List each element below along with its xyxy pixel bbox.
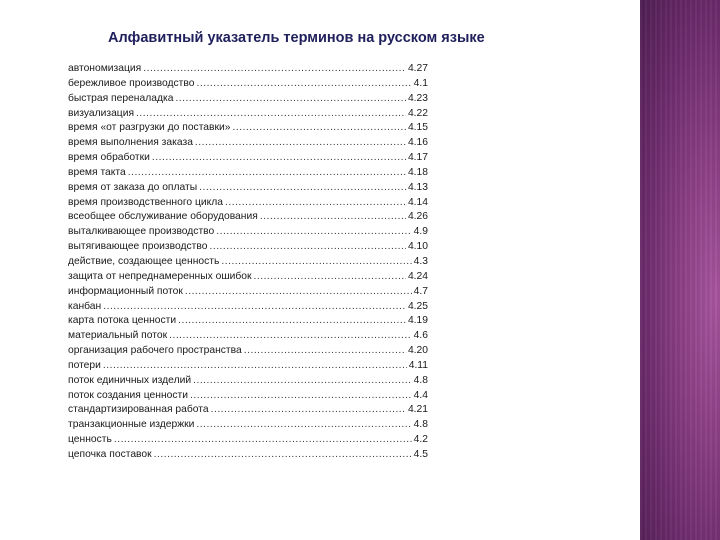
- dot-leader: [185, 285, 412, 300]
- index-reference: 4.15: [407, 122, 428, 134]
- dot-leader: [152, 151, 406, 166]
- index-term: карта потока ценности: [68, 315, 177, 327]
- index-entry: [68, 255, 428, 270]
- index-reference: 4.13: [407, 181, 428, 193]
- index-entry: [68, 285, 428, 300]
- index-term: время производственного цикла: [68, 196, 223, 208]
- index-entry: [68, 359, 428, 374]
- dot-leader: [143, 62, 406, 77]
- index-term: вытягивающее производство: [68, 241, 208, 253]
- index-term: организация рабочего пространства: [68, 345, 242, 357]
- index-term: визуализация: [68, 107, 135, 119]
- index-term: время от заказа до оплаты: [68, 181, 198, 193]
- index-term: время обработки: [68, 152, 150, 164]
- index-term: выталкивающее производство: [68, 226, 215, 238]
- index-reference: 4.22: [407, 107, 428, 119]
- index-reference: 4.5: [413, 448, 428, 460]
- dot-leader: [175, 92, 406, 107]
- index-entry: [68, 448, 428, 463]
- index-term: защита от непреднамеренных ошибок: [68, 270, 252, 282]
- index-entry: [68, 181, 428, 196]
- index-reference: 4.19: [407, 315, 428, 327]
- dot-leader: [154, 448, 412, 463]
- dot-leader: [196, 77, 411, 92]
- index-entry: [68, 77, 428, 92]
- index-reference: 4.16: [407, 137, 428, 149]
- term-index-list: [68, 62, 428, 463]
- index-entry: [68, 433, 428, 448]
- index-entry: [68, 314, 428, 329]
- index-entry: [68, 344, 428, 359]
- index-term: информационный поток: [68, 285, 183, 297]
- index-reference: 4.24: [407, 270, 428, 282]
- index-entry: [68, 329, 428, 344]
- index-reference: 4.14: [407, 196, 428, 208]
- index-reference: 4.8: [413, 374, 428, 386]
- index-entry: [68, 121, 428, 136]
- dot-leader: [103, 359, 407, 374]
- dot-leader: [225, 196, 406, 211]
- index-reference: 4.11: [408, 359, 428, 371]
- dot-leader: [169, 329, 412, 344]
- dot-leader: [136, 107, 406, 122]
- panel-texture: [640, 0, 720, 540]
- index-reference: 4.3: [413, 255, 428, 267]
- index-entry: [68, 300, 428, 315]
- index-entry: [68, 389, 428, 404]
- index-term: материальный поток: [68, 330, 168, 342]
- index-reference: 4.21: [407, 404, 428, 416]
- index-reference: 4.1: [413, 77, 428, 89]
- index-term: цепочка поставок: [68, 448, 152, 460]
- index-reference: 4.4: [413, 389, 428, 401]
- dot-leader: [195, 136, 406, 151]
- index-entry: [68, 107, 428, 122]
- index-entry: [68, 136, 428, 151]
- dot-leader: [128, 166, 406, 181]
- index-reference: 4.20: [407, 345, 428, 357]
- index-term: автономизация: [68, 63, 142, 74]
- index-reference: 4.2: [413, 434, 428, 446]
- index-reference: 4.23: [407, 92, 428, 104]
- dot-leader: [209, 240, 405, 255]
- index-reference: 4.8: [413, 419, 428, 431]
- index-reference: 4.27: [407, 63, 428, 74]
- dot-leader: [196, 418, 411, 433]
- index-term: быстрая переналадка: [68, 92, 174, 104]
- index-term: стандартизированная работа: [68, 404, 209, 416]
- index-entry: [68, 62, 428, 77]
- dot-leader: [244, 344, 406, 359]
- index-entry: [68, 270, 428, 285]
- index-term: время такта: [68, 166, 126, 178]
- index-entry: [68, 225, 428, 240]
- index-term: транзакционные издержки: [68, 419, 195, 431]
- index-entry: [68, 403, 428, 418]
- index-reference: 4.25: [407, 300, 428, 312]
- dot-leader: [260, 210, 406, 225]
- index-reference: 4.6: [413, 330, 428, 342]
- index-entry: [68, 151, 428, 166]
- index-entry: [68, 374, 428, 389]
- index-term: ценность: [68, 434, 112, 446]
- index-reference: 4.26: [407, 211, 428, 223]
- index-entry: [68, 240, 428, 255]
- dot-leader: [232, 121, 405, 136]
- index-reference: 4.17: [407, 152, 428, 164]
- dot-leader: [103, 300, 406, 315]
- page-title: Алфавитный указатель терминов на русском языке: [108, 30, 485, 46]
- index-entry: [68, 196, 428, 211]
- dot-leader: [190, 389, 412, 404]
- index-reference: 4.10: [407, 241, 428, 253]
- index-entry: [68, 210, 428, 225]
- index-term: потери: [68, 359, 101, 371]
- index-term: всеобщее обслуживание оборудования: [68, 211, 258, 223]
- index-term: канбан: [68, 300, 102, 312]
- index-entry: [68, 418, 428, 433]
- index-term: время «от разгрузки до поставки»: [68, 122, 231, 134]
- dot-leader: [178, 314, 406, 329]
- dot-leader: [221, 255, 411, 270]
- dot-leader: [216, 225, 411, 240]
- index-term: поток создания ценности: [68, 389, 188, 401]
- index-term: бережливое производство: [68, 77, 195, 89]
- index-term: поток единичных изделий: [68, 374, 192, 386]
- dot-leader: [114, 433, 412, 448]
- dot-leader: [199, 181, 406, 196]
- index-term: время выполнения заказа: [68, 137, 193, 149]
- index-reference: 4.18: [407, 166, 428, 178]
- index-term: действие, создающее ценность: [68, 255, 220, 267]
- decorative-side-panel: [640, 0, 720, 540]
- dot-leader: [193, 374, 412, 389]
- index-entry: [68, 166, 428, 181]
- index-reference: 4.9: [413, 226, 428, 238]
- dot-leader: [211, 403, 406, 418]
- index-entry: [68, 92, 428, 107]
- dot-leader: [253, 270, 405, 285]
- index-reference: 4.7: [413, 285, 428, 297]
